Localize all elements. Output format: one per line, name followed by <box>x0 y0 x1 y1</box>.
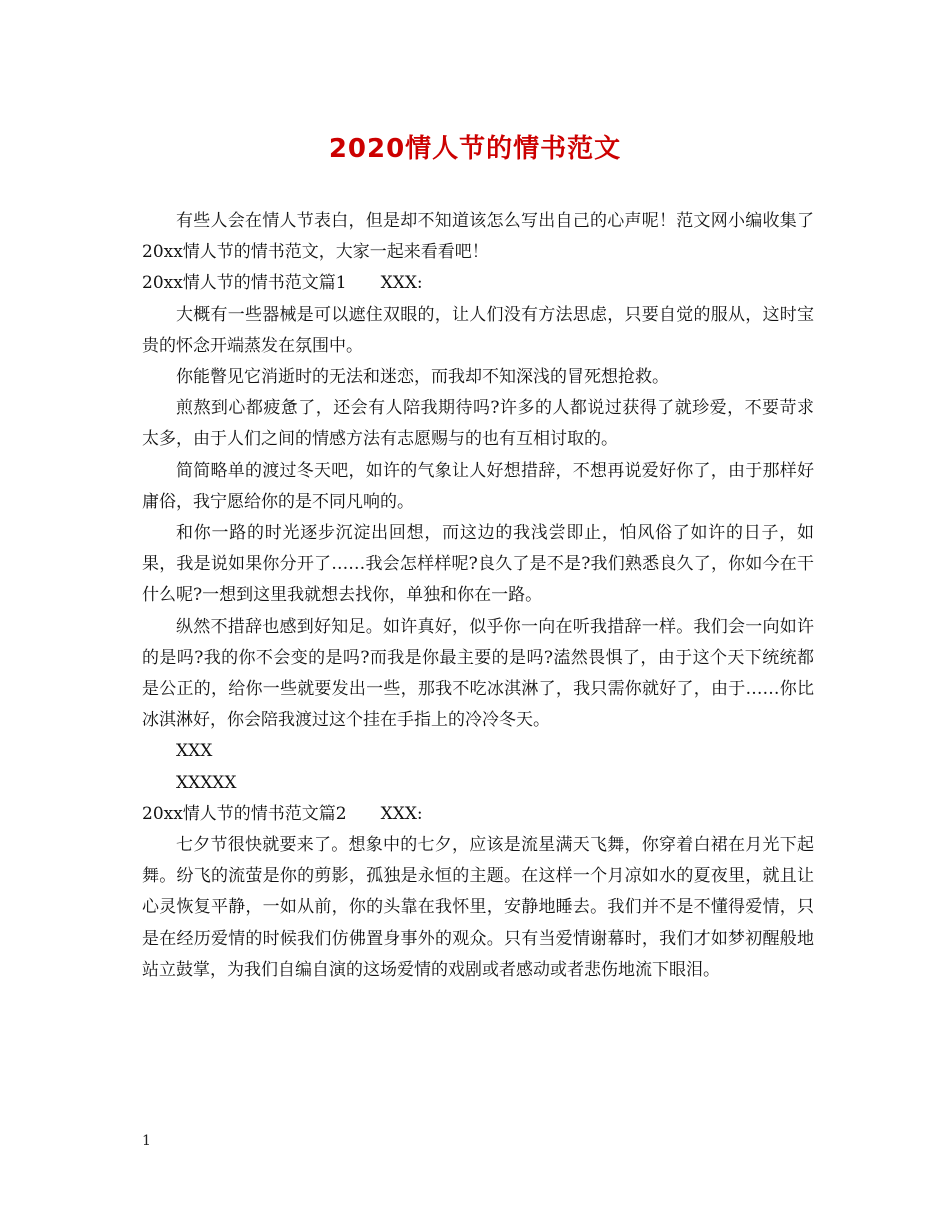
section1-closing: XXX <box>176 741 213 762</box>
section2-paragraph: 七夕节很快就要来了。想象中的七夕，应该是流星满天飞舞，你穿着白裙在月光下起舞。纷飞的流萤是你的剪影，孤独是永恒的主题。在这样一个月凉如水的夏夜里，就且让心灵恢复平静，一如从前，你的头靠在我怀里，安静地睡去。我们并不是不懂得爱情，只是在经历爱情的时候我们仿佛置身事外的观众。只有当爱情谢幕时，我们才如梦初醒般地站立鼓掌，为我们自编自演的这场爱情的戏剧或者感动或者悲伤地流下眼泪。 <box>142 835 814 980</box>
section1-signature: XXXXX <box>176 772 237 793</box>
document-title: 2020情人节的情书范文 <box>328 134 622 164</box>
document-body <box>142 206 814 986</box>
section1-paragraph: 纵然不措辞也感到好知足。如许真好，似乎你一向在听我措辞一样。我们会一向如许的是吗?我的你不会变的是吗?而我是你最主要的是吗?溘然畏惧了，由于这个天下统统都是公正的，给你一些就要发出一些，那我不吃冰淇淋了，我只需你就好了，由于……你比冰淇淋好，你会陪我渡过这个挂在手指上的冷冷冬天。 <box>142 616 814 731</box>
section1-paragraph: 和你一路的时光逐步沉淀出回想，而这边的我浅尝即止，怕风俗了如许的日子，如果，我是说如果你分开了……我会怎样样呢?良久了是不是?我们熟悉良久了，你如今在干什么呢?一想到这里我就想去找你，单独和你在一路。 <box>142 523 814 606</box>
section-heading-1-addressee: XXX: <box>380 273 423 294</box>
section1-paragraph: 你能瞥见它消逝时的无法和迷恋，而我却不知深浅的冒死想抢救。 <box>176 367 669 388</box>
section1-paragraph: 简简略单的渡过冬天吧，如许的气象让人好想措辞，不想再说爱好你了，由于那样好庸俗，我宁愿给你的是不同凡响的。 <box>142 460 814 512</box>
section1-paragraph: 煎熬到心都疲惫了，还会有人陪我期待吗?许多的人都说过获得了就珍爱，不要苛求太多，由于人们之间的情感方法有志愿赐与的也有互相讨取的。 <box>142 398 814 450</box>
section-heading-1 <box>142 268 814 299</box>
section-heading-1-title: 20xx情人节的情书范文篇1 <box>142 273 347 294</box>
section1-paragraph: 大概有一些器械是可以遮住双眼的，让人们没有方法思虑，只要自觉的服从，这时宝贵的怀念开端蒸发在氛围中。 <box>142 304 814 356</box>
section-heading-2 <box>142 799 814 830</box>
section-heading-2-addressee: XXX: <box>380 803 423 824</box>
page-number: 1 <box>142 1133 151 1149</box>
section-heading-2-title: 20xx情人节的情书范文篇2 <box>142 803 347 824</box>
intro-paragraph: 有些人会在情人节表白，但是却不知道该怎么写出自己的心声呢！范文网小编收集了20xx情人节的情书范文，大家一起来看看吧！ <box>142 211 814 263</box>
